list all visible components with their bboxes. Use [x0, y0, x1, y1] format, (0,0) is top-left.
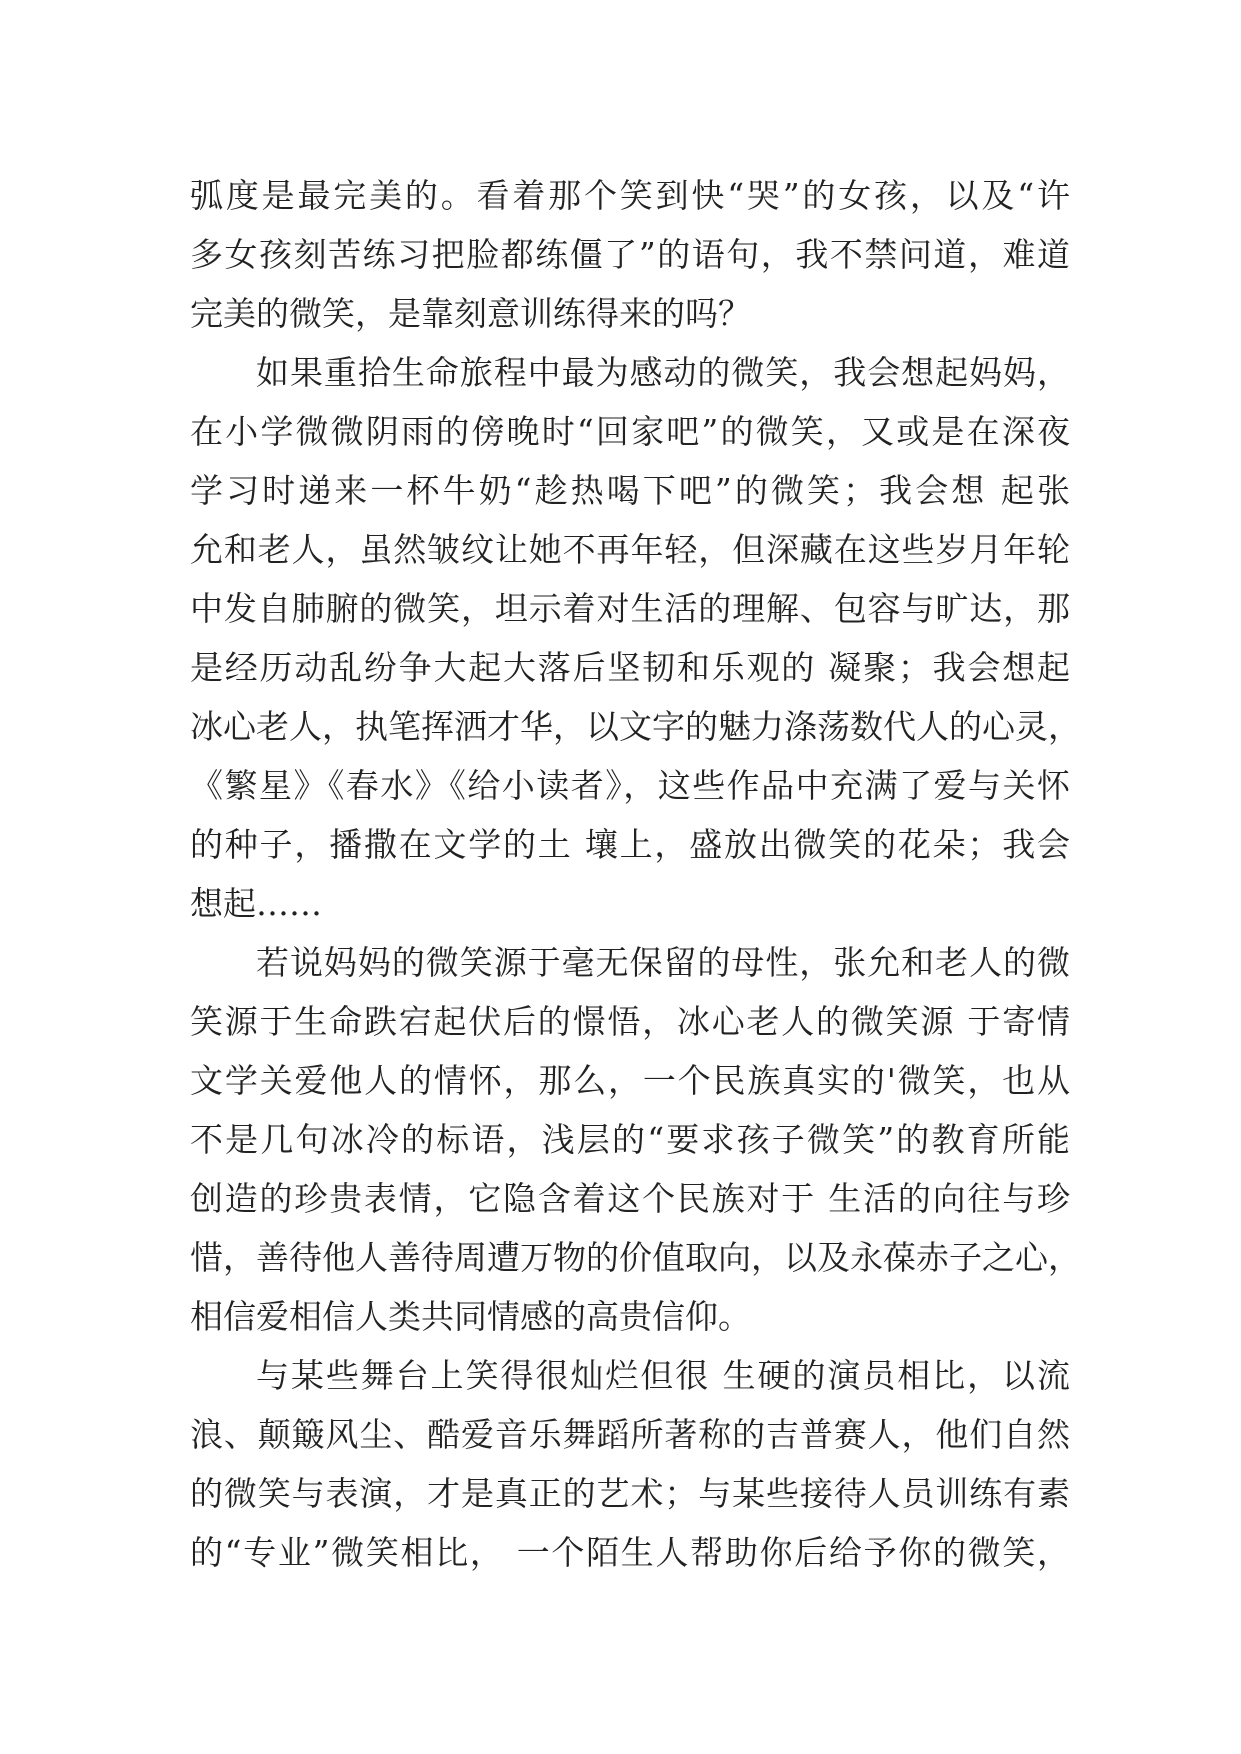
text-line: 学习时递来一杯牛奶“趁热喝下吧”的微笑；我会想 起张 — [190, 471, 1070, 510]
text-line: 笑源于生命跌宕起伏后的憬悟，冰心老人的微笑源 于寄情 — [190, 1002, 1070, 1041]
paragraph-first-line: 如果重拾生命旅程中最为感动的微笑，我会想起妈妈， — [256, 353, 1070, 392]
text-line: 浪、颠簸风尘、酷爱音乐舞蹈所著称的吉普赛人，他们自然 — [190, 1415, 1070, 1454]
text-line: 完美的微笑，是靠刻意训练得来的吗？ — [190, 294, 751, 333]
text-line: 想起…… — [190, 884, 322, 923]
text-line: 相信爱相信人类共同情感的高贵信仰。 — [190, 1297, 751, 1336]
text-line: 允和老人，虽然皱纹让她不再年轻，但深藏在这些岁月年轮 — [190, 530, 1070, 569]
text-line: 文学关爱他人的情怀，那么，一个民族真实的'微笑，也从 — [190, 1061, 1070, 1100]
text-line: 是经历动乱纷争大起大落后坚韧和乐观的 凝聚；我会想起 — [190, 648, 1070, 687]
text-line: 的“专业”微笑相比， 一个陌生人帮助你后给予你的微笑， — [190, 1533, 1070, 1572]
text-line: 惜，善待他人善待周遭万物的价值取向，以及永葆赤子之心， — [190, 1238, 1081, 1277]
text-line: 多女孩刻苦练习把脸都练僵了”的语句，我不禁问道，难道 — [190, 235, 1070, 274]
paragraph-first-line: 若说妈妈的微笑源于毫无保留的母性，张允和老人的微 — [256, 943, 1070, 982]
text-line: 弧度是最完美的。看着那个笑到快“哭”的女孩，以及“许 — [190, 176, 1070, 215]
text-line: 中发自肺腑的微笑，坦示着对生活的理解、包容与旷达，那 — [190, 589, 1070, 628]
text-line: 在小学微微阴雨的傍晚时“回家吧”的微笑，又或是在深夜 — [190, 412, 1070, 451]
text-line: 《繁星》《春水》《给小读者》，这些作品中充满了爱与关怀 — [190, 766, 1070, 805]
text-line: 冰心老人，执笔挥洒才华，以文字的魅力涤荡数代人的心灵， — [190, 707, 1081, 746]
paragraph-first-line: 与某些舞台上笑得很灿烂但很 生硬的演员相比，以流 — [256, 1356, 1070, 1395]
text-line: 不是几句冰冷的标语，浅层的“要求孩子微笑”的教育所能 — [190, 1120, 1070, 1159]
text-line: 创造的珍贵表情，它隐含着这个民族对于 生活的向往与珍 — [190, 1179, 1070, 1218]
text-line: 的种子，播撒在文学的土 壤上，盛放出微笑的花朵；我会 — [190, 825, 1070, 864]
text-line: 的微笑与表演，才是真正的艺术；与某些接待人员训练有素 — [190, 1474, 1070, 1513]
body-text — [190, 166, 1081, 1582]
